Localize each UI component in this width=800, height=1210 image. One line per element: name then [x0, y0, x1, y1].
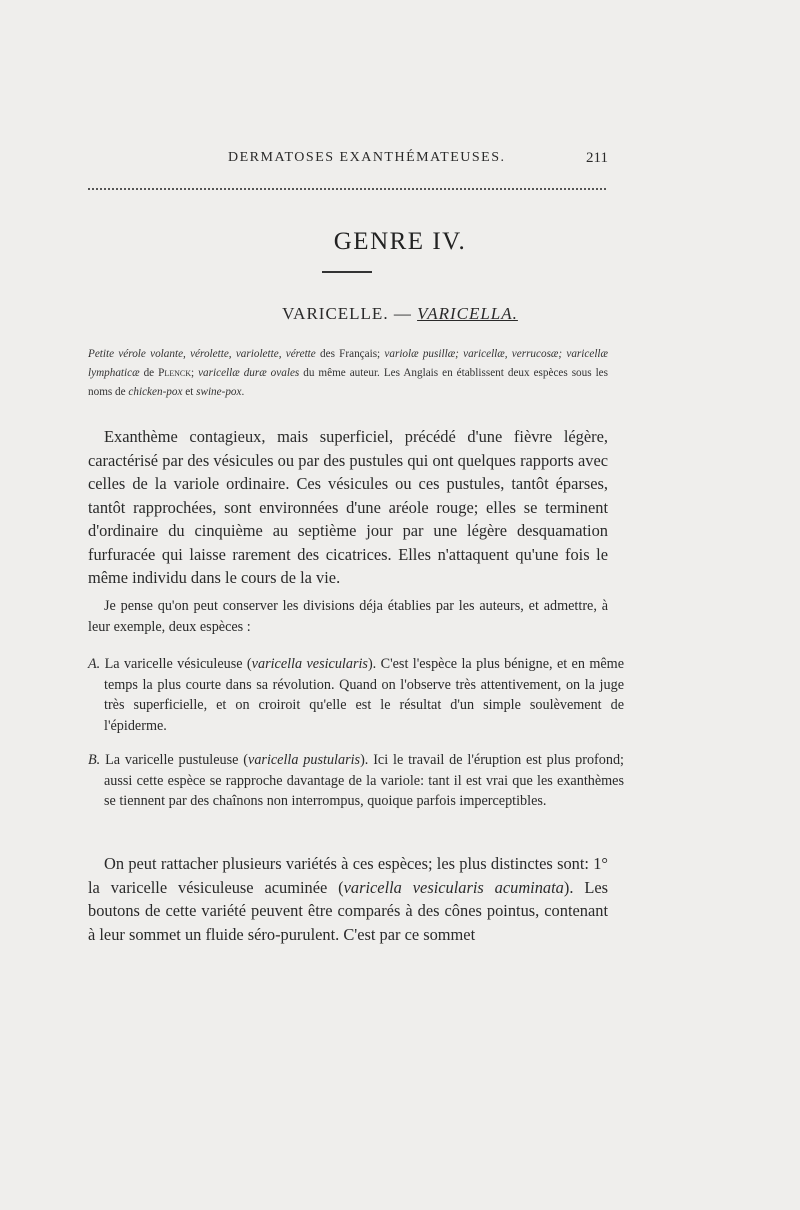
header-rule [88, 188, 606, 193]
title-italic: VARICELLA. [417, 304, 518, 323]
page-number: 211 [586, 150, 608, 166]
species-a-italic: varicella vesicularis [251, 656, 368, 672]
species-b-text2: ). Ici le travail de l'éruption est plus profond; aussi cette espèce se rapproche davantage de la variole: tant il est vrai que les exanthèmes se tiennent par des chaînons non interrompus, quoique parfois imperceptibles. [104, 752, 624, 809]
syn-swine: swine-pox [196, 386, 242, 398]
species-b-label: B. [88, 752, 101, 768]
species-b-italic: varicella pustularis [248, 752, 361, 768]
synonyms-note [88, 345, 608, 402]
title-rule [322, 271, 372, 273]
paragraph-definition: Exanthème contagieux, mais superficiel, précédé d'une fièvre légère, caractérisé par des vésicules ou par des pustules qui ont quelques rapports avec celles de la variole ordinaire. Ces vésicules ou ces pustules, tantôt éparses, tantôt rapprochées, sont environnées d'une aréole rouge; elles se terminent d'ordinaire du cinquième au septième jour par une légère desquamation furfuracée qui laisse rarement des cicatrices. Elles n'attaquent qu'une fois le même individu dans le cours de la vie. [88, 427, 608, 587]
varieties-text1: On peut rattacher plusieurs variétés à ces espèces; les plus distinctes sont: 1° la varicelle vésiculeuse acuminée ( [88, 854, 608, 897]
varieties-text2: ). Les boutons de cette variété peuvent être comparés à des cônes pointus, contenant à leur sommet un fluide séro-purulent. C'est par ce sommet [88, 877, 608, 944]
paragraph-varieties [88, 852, 608, 946]
syn-chicken: chicken-pox [128, 386, 183, 398]
syn-part8: et [182, 386, 197, 398]
species-a-label: A. [88, 656, 101, 672]
species-a [88, 654, 624, 736]
syn-part5: ; [191, 367, 199, 379]
syn-part1: Petite vérole volante, vérolette, variolette, vérette [88, 348, 316, 360]
syn-part6: varicellæ duræ ovales [198, 367, 300, 379]
species-b [88, 750, 624, 812]
paragraph-species-intro: Je pense qu'on peut conserver les divisions déja établies par les auteurs, et admettre, à leur exemple, deux espèces : [88, 598, 608, 635]
title-roman: VARICELLE. — [282, 304, 412, 323]
page-header [88, 150, 608, 174]
syn-part7: du même auteur. Les Anglais en établissent deux espèces sous les noms de [88, 367, 609, 398]
syn-part9: . [241, 386, 245, 398]
varieties-italic: varicella vesicularis acuminata [343, 877, 564, 897]
section-title [0, 304, 800, 324]
syn-part2: des Français; [315, 348, 385, 360]
syn-plenck: Plenck [158, 367, 191, 379]
species-a-text1: La varicelle vésiculeuse ( [100, 656, 252, 672]
syn-part3: variolæ pusillæ; varicellæ, verrucosæ; varicellæ lymphaticæ [88, 348, 608, 379]
species-a-text2: ). C'est l'espèce la plus bénigne, et en même temps la plus courte dans sa révolution. Quand on l'observe très attentivement, on la juge très superficielle, et on croiroit qu'elle est le résultat d'un simple soulèvement de l'épiderme. [104, 656, 624, 734]
genre-heading: GENRE IV. [333, 228, 467, 255]
species-b-text1: La varicelle pustuleuse ( [100, 752, 249, 768]
syn-part4: de [139, 367, 159, 379]
running-head: DERMATOSES EXANTHÉMATEUSES. [228, 150, 506, 165]
